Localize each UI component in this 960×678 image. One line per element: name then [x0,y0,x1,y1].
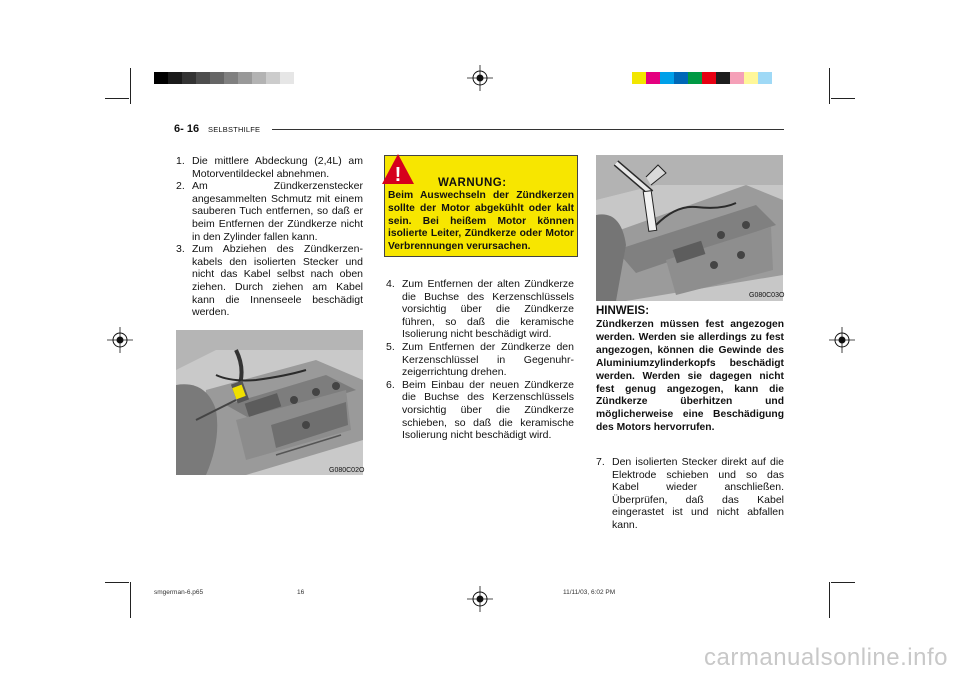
color-swatch [674,72,688,84]
color-swatch [252,72,266,84]
color-swatch [238,72,252,84]
note-text: Zündkerzen müssen fest angezogen werden. Werden sie allerdings zu fest angezogen, können die Gewinde des Aluminiumzylinderkopfs beschädigt werden. Werden sie dagegen nicht fest genug angezogen, kann die Zündkerze überhitzen und möglicherweise eine Beschädigung des Motors hervorrufen. [596,319,784,434]
warning-triangle-icon [380,152,416,186]
color-swatch [182,72,196,84]
registration-mark-icon [829,327,855,353]
steps-left [176,155,363,319]
spark-plug-illustration [596,155,783,301]
color-swatch [772,72,786,84]
step-item: 6. Beim Einbau der neuen Zündkerze die Buchse des Kerzenschlüssels vorsichtig über die Zündkerze schieben, so daß die keramische Isolierung nicht beschädigt wird. [386,378,574,442]
page-number: 6- 16 [174,123,200,135]
figure-code: G080C03O [749,292,785,299]
registration-mark-icon [467,65,493,91]
warning-title: WARNUNG: [438,177,507,189]
color-swatch [646,72,660,84]
warning-text: Beim Auswechseln der Zündkerzen sollte der Motor abgekühlt oder kalt sein. Bei heißem Motor können isolierte Leiter, Zündkerze oder Motor Verbrennungen verursachen. [388,190,574,253]
grayscale-color-bar [154,72,308,84]
color-swatch [660,72,674,84]
color-swatch [730,72,744,84]
footer-filename: smgerman-6.p65 [154,589,204,596]
step-item: 3. Zum Abziehen des Zündkerzen-kabels den isolierten Stecker und nicht das Kabel selbst nach oben ziehen. Durch ziehen am Kabel kann die Innenseele beschädigt werden. [176,243,363,319]
spark-plug-photo [596,155,783,301]
svg-text:!: ! [394,164,402,186]
engine-photo [176,330,363,475]
registration-mark-icon [467,586,493,612]
color-swatch [196,72,210,84]
footer-page: 16 [297,589,305,596]
color-swatch [294,72,308,84]
color-swatch [210,72,224,84]
color-swatch [280,72,294,84]
color-swatch [154,72,168,84]
color-swatch [688,72,702,84]
step-item: 2. Am Zündkerzenstecker angesammelten Schmutz mit einem sauberen Tuch entfernen, so daß er beim Entfernen der Zündkerze nicht in den Zylinder fallen kann. [176,180,363,243]
color-swatch [224,72,238,84]
header-rule [272,129,784,130]
color-swatch [702,72,716,84]
section-title: SELBSTHILFE [208,125,261,134]
color-swatch [266,72,280,84]
color-swatch [632,72,646,84]
step-item: 5. Zum Entfernen der Zündkerze den Kerzenschlüssel in Gegenuhr-zeigerrichtung drehen. [386,340,574,379]
color-swatch [758,72,772,84]
steps-right [596,456,784,532]
footer-timestamp: 11/11/03, 6:02 PM [563,589,616,596]
color-swatch [744,72,758,84]
step-item: 4. Zum Entfernen der alten Zündkerze die Buchse des Kerzenschlüssels vorsichtig über die Zündkerze führen, so daß die keramische Isolierung nicht beschädigt wird. [386,278,574,341]
watermark: carmanualsonline.info [704,644,948,671]
engine-illustration [176,330,363,475]
step-item: 1. Die mittlere Abdeckung (2,4L) am Motorventildeckel abnehmen. [176,155,363,180]
registration-mark-icon [107,327,133,353]
note-title: HINWEIS: [596,305,650,317]
process-color-bar [632,72,786,84]
color-swatch [168,72,182,84]
steps-middle [386,278,574,442]
step-item: 7. Den isolierten Stecker direkt auf die Elektrode schieben und so das Kabel wieder anschließen. Überprüfen, daß das Kabel eingerastet ist und nicht abfallen kann. [596,456,784,531]
color-swatch [716,72,730,84]
figure-code: G080C02O [329,467,365,474]
